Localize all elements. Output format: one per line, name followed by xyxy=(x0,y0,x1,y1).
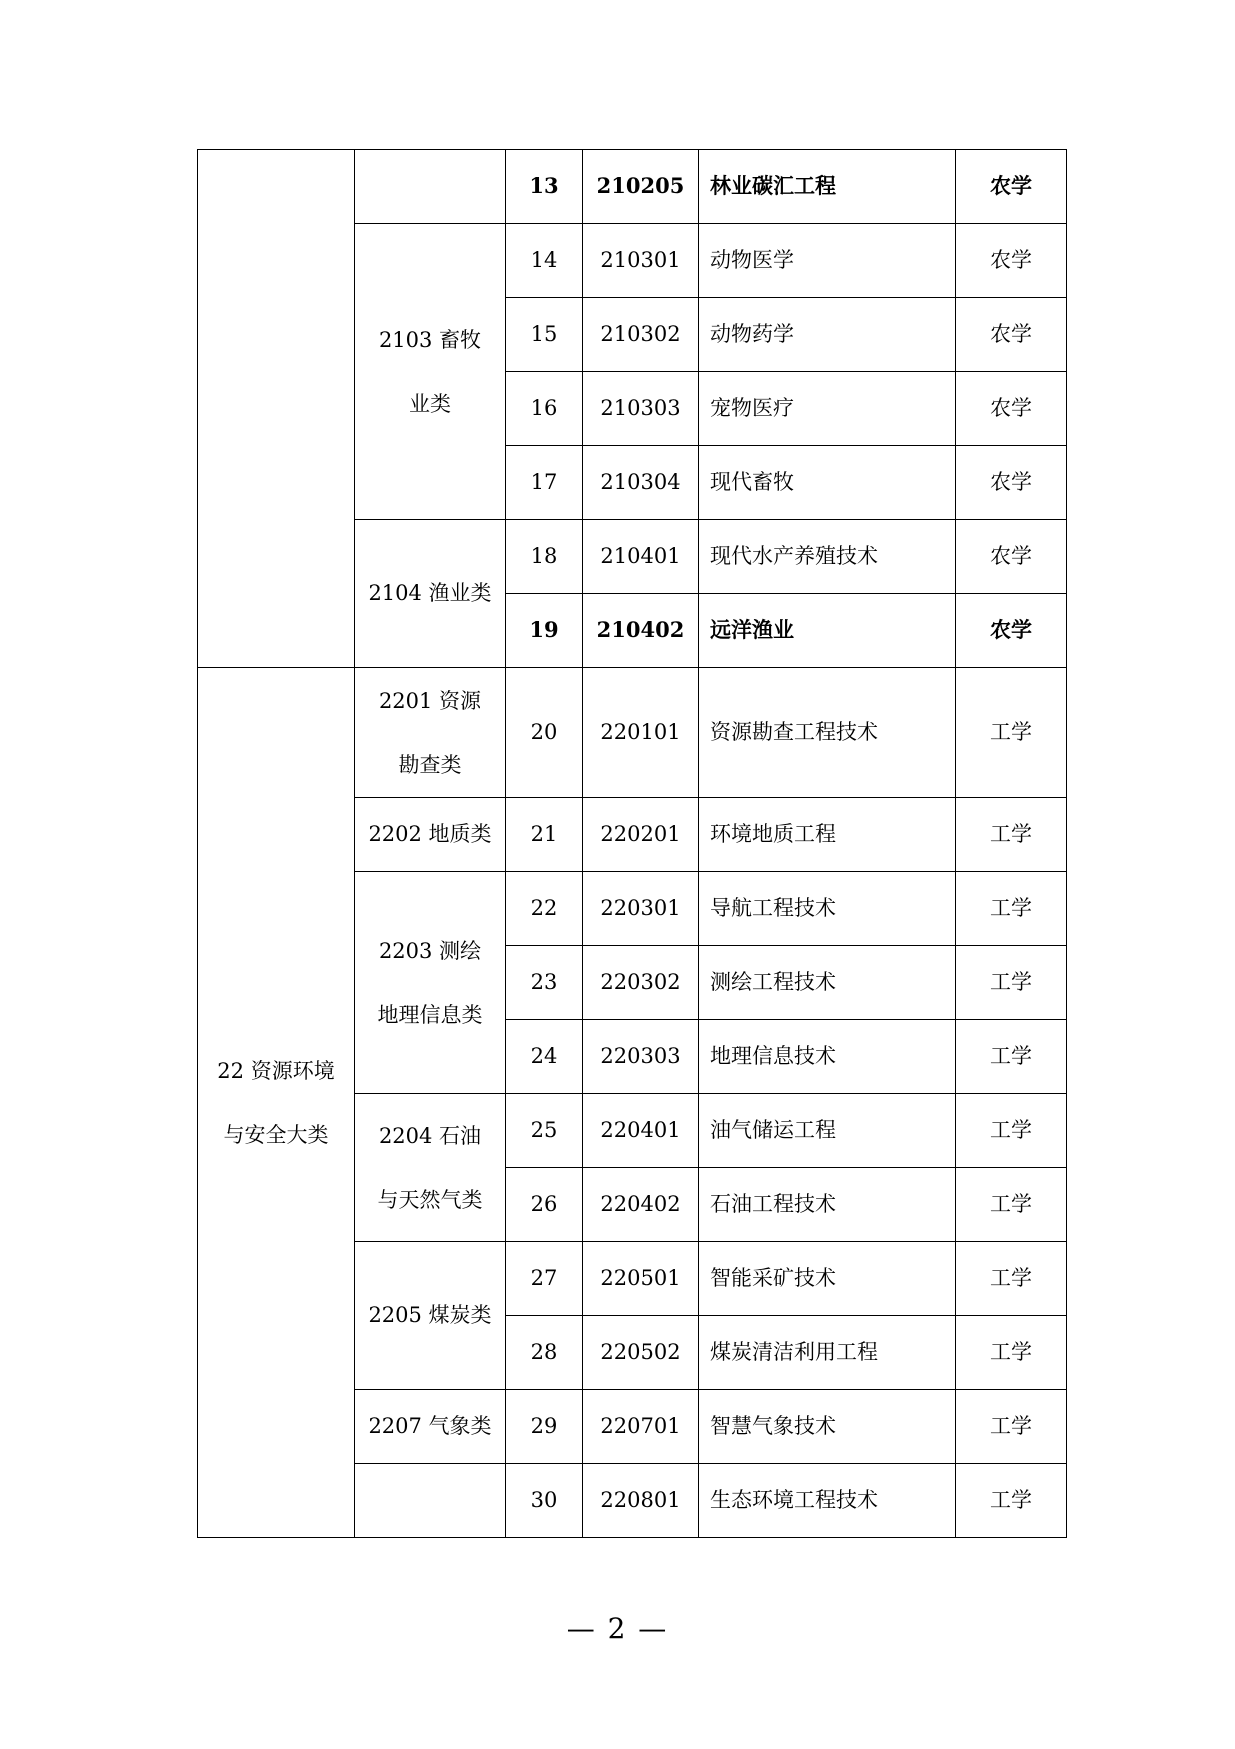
code-cell: 220302 xyxy=(583,946,699,1020)
table-row xyxy=(198,668,1067,798)
code-cell: 210402 xyxy=(583,594,699,668)
subcategory-cell xyxy=(355,150,506,224)
page-number: — 2 — xyxy=(566,1612,669,1645)
category-cell: 22 资源环境与安全大类 xyxy=(198,668,355,1538)
degree-cell: 工学 xyxy=(956,1094,1067,1168)
degree-cell: 农学 xyxy=(956,224,1067,298)
major-name-cell: 现代畜牧 xyxy=(699,446,956,520)
degree-cell: 工学 xyxy=(956,1242,1067,1316)
major-name-cell: 动物医学 xyxy=(699,224,956,298)
subcategory-cell: 2202 地质类 xyxy=(355,798,506,872)
degree-cell: 工学 xyxy=(956,872,1067,946)
code-cell: 210205 xyxy=(583,150,699,224)
code-cell: 220501 xyxy=(583,1242,699,1316)
degree-cell: 工学 xyxy=(956,798,1067,872)
major-name-cell: 煤炭清洁利用工程 xyxy=(699,1316,956,1390)
degree-cell: 工学 xyxy=(956,1390,1067,1464)
code-cell: 210301 xyxy=(583,224,699,298)
seq-cell: 20 xyxy=(506,668,583,798)
major-catalog-table xyxy=(197,149,1067,1538)
code-cell: 210304 xyxy=(583,446,699,520)
code-cell: 220801 xyxy=(583,1464,699,1538)
major-name-cell: 资源勘查工程技术 xyxy=(699,668,956,798)
seq-cell: 18 xyxy=(506,520,583,594)
code-cell: 220301 xyxy=(583,872,699,946)
category-cell xyxy=(198,150,355,668)
major-name-cell: 宠物医疗 xyxy=(699,372,956,446)
code-cell: 210401 xyxy=(583,520,699,594)
degree-cell: 农学 xyxy=(956,150,1067,224)
seq-cell: 15 xyxy=(506,298,583,372)
code-cell: 220401 xyxy=(583,1094,699,1168)
code-cell: 210302 xyxy=(583,298,699,372)
code-cell: 210303 xyxy=(583,372,699,446)
seq-cell: 16 xyxy=(506,372,583,446)
degree-cell: 工学 xyxy=(956,668,1067,798)
major-name-cell: 远洋渔业 xyxy=(699,594,956,668)
degree-cell: 工学 xyxy=(956,946,1067,1020)
seq-cell: 29 xyxy=(506,1390,583,1464)
seq-cell: 22 xyxy=(506,872,583,946)
code-cell: 220201 xyxy=(583,798,699,872)
seq-cell: 27 xyxy=(506,1242,583,1316)
code-cell: 220101 xyxy=(583,668,699,798)
major-name-cell: 测绘工程技术 xyxy=(699,946,956,1020)
degree-cell: 农学 xyxy=(956,594,1067,668)
seq-cell: 24 xyxy=(506,1020,583,1094)
degree-cell: 工学 xyxy=(956,1168,1067,1242)
major-name-cell: 地理信息技术 xyxy=(699,1020,956,1094)
code-cell: 220502 xyxy=(583,1316,699,1390)
degree-cell: 农学 xyxy=(956,298,1067,372)
major-name-cell: 智能采矿技术 xyxy=(699,1242,956,1316)
degree-cell: 农学 xyxy=(956,520,1067,594)
major-name-cell: 环境地质工程 xyxy=(699,798,956,872)
degree-cell: 农学 xyxy=(956,372,1067,446)
seq-cell: 28 xyxy=(506,1316,583,1390)
seq-cell: 21 xyxy=(506,798,583,872)
subcategory-cell xyxy=(355,1464,506,1538)
subcategory-cell: 2201 资源勘查类 xyxy=(355,668,506,798)
seq-cell: 25 xyxy=(506,1094,583,1168)
subcategory-cell: 2204 石油与天然气类 xyxy=(355,1094,506,1242)
major-name-cell: 石油工程技术 xyxy=(699,1168,956,1242)
major-name-cell: 导航工程技术 xyxy=(699,872,956,946)
subcategory-cell: 2205 煤炭类 xyxy=(355,1242,506,1390)
table-row xyxy=(198,150,1067,224)
code-cell: 220701 xyxy=(583,1390,699,1464)
seq-cell: 23 xyxy=(506,946,583,1020)
subcategory-cell: 2103 畜牧业类 xyxy=(355,224,506,520)
major-name-cell: 现代水产养殖技术 xyxy=(699,520,956,594)
seq-cell: 26 xyxy=(506,1168,583,1242)
seq-cell: 17 xyxy=(506,446,583,520)
code-cell: 220402 xyxy=(583,1168,699,1242)
subcategory-cell: 2203 测绘地理信息类 xyxy=(355,872,506,1094)
subcategory-cell: 2104 渔业类 xyxy=(355,520,506,668)
major-name-cell: 林业碳汇工程 xyxy=(699,150,956,224)
subcategory-cell: 2207 气象类 xyxy=(355,1390,506,1464)
seq-cell: 30 xyxy=(506,1464,583,1538)
major-name-cell: 智慧气象技术 xyxy=(699,1390,956,1464)
seq-cell: 13 xyxy=(506,150,583,224)
degree-cell: 工学 xyxy=(956,1464,1067,1538)
degree-cell: 农学 xyxy=(956,446,1067,520)
major-name-cell: 生态环境工程技术 xyxy=(699,1464,956,1538)
degree-cell: 工学 xyxy=(956,1020,1067,1094)
major-name-cell: 油气储运工程 xyxy=(699,1094,956,1168)
seq-cell: 14 xyxy=(506,224,583,298)
major-name-cell: 动物药学 xyxy=(699,298,956,372)
code-cell: 220303 xyxy=(583,1020,699,1094)
degree-cell: 工学 xyxy=(956,1316,1067,1390)
seq-cell: 19 xyxy=(506,594,583,668)
